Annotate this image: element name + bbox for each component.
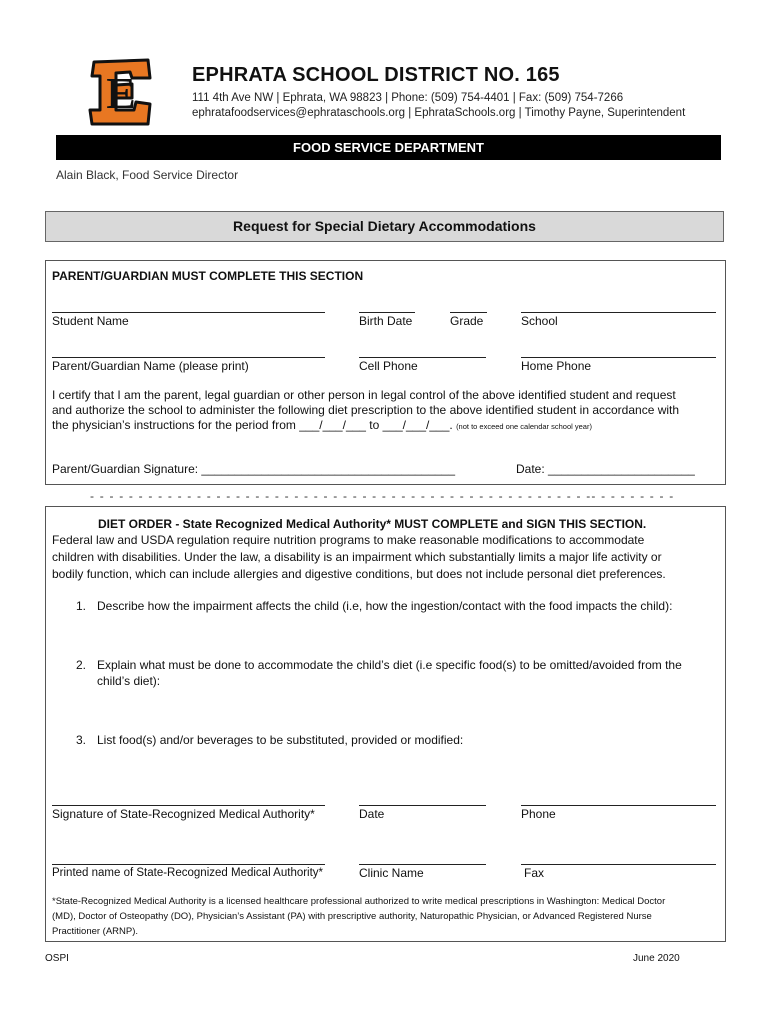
period-note: (not to exceed one calendar school year) bbox=[456, 422, 592, 431]
district-name: EPHRATA SCHOOL DISTRICT NO. 165 bbox=[192, 64, 560, 86]
diet-intro-line-3: bodily function, which can include allergies and digestive conditions, but does not include personal diet preferences. bbox=[52, 567, 666, 581]
item-number: 1. bbox=[76, 599, 87, 613]
birth-date-line[interactable] bbox=[359, 312, 415, 313]
clinic-name-label: Clinic Name bbox=[359, 866, 424, 880]
certify-period: the physician’s instructions for the period from ___/___/___ to ___/___/___. bbox=[52, 418, 453, 432]
footnote-line-3: Practitioner (ARNP). bbox=[52, 926, 139, 937]
item-text: List food(s) and/or beverages to be substituted, provided or modified: bbox=[97, 733, 464, 747]
certify-line-3 bbox=[52, 418, 592, 434]
department-banner: FOOD SERVICE DEPARTMENT bbox=[56, 135, 721, 160]
student-name-line[interactable] bbox=[52, 312, 325, 313]
guardian-name-label: Parent/Guardian Name (please print) bbox=[52, 359, 249, 373]
diet-intro-line-2: children with disabilities. Under the law, a disability is an impairment which substantially limits a major life activity or bbox=[52, 550, 662, 564]
grade-label: Grade bbox=[450, 314, 484, 328]
home-phone-label: Home Phone bbox=[521, 359, 592, 373]
diet-intro-line-1: Federal law and USDA regulation require nutrition programs to make reasonable modifications to accommodate bbox=[52, 533, 645, 547]
section-separator: - - - - - - - - - - - - - - - - - - - - - - - - - - - - - - - - - - - - - - - - - - - - - - - - - - - -- - - - - - - - - bbox=[90, 489, 675, 503]
grade-line[interactable] bbox=[450, 312, 487, 313]
district-logo bbox=[88, 58, 154, 126]
footer-left: OSPI bbox=[45, 953, 69, 964]
birth-date-label: Birth Date bbox=[359, 314, 413, 328]
item-text-continued: child’s diet): bbox=[97, 674, 161, 688]
item-text: Explain what must be done to accommodate the child’s diet (i.e specific food(s) to be omitted/avoided from the bbox=[97, 658, 682, 672]
printed-name-label: Printed name of State-Recognized Medical Authority* bbox=[52, 867, 324, 879]
authority-date-line[interactable] bbox=[359, 805, 486, 806]
certify-line-1: I certify that I am the parent, legal guardian or other person in legal control of the above identified student and request bbox=[52, 388, 676, 402]
cell-phone-label: Cell Phone bbox=[359, 359, 418, 373]
home-phone-line[interactable] bbox=[521, 357, 716, 358]
certify-line-2: and authorize the school to administer the following diet prescription to the above identified student in accordance with bbox=[52, 403, 680, 417]
logo-letter: E bbox=[106, 69, 136, 118]
school-label: School bbox=[521, 314, 558, 328]
authority-phone-line[interactable] bbox=[521, 805, 716, 806]
fax-label: Fax bbox=[524, 866, 545, 880]
guardian-signature-field[interactable]: Parent/Guardian Signature: ______________________________________ bbox=[52, 462, 456, 476]
authority-signature-label: Signature of State-Recognized Medical Authority* bbox=[52, 807, 315, 821]
authority-date-label: Date bbox=[359, 807, 385, 821]
cell-phone-line[interactable] bbox=[359, 357, 486, 358]
diet-section-heading: DIET ORDER - State Recognized Medical Authority* MUST COMPLETE and SIGN THIS SECTION. bbox=[98, 517, 647, 531]
footnote-line-2: (MD), Doctor of Osteopathy (DO), Physician’s Assistant (PA) with prescriptive authority, Naturopathic Physician, or Advanced Registered Nurse bbox=[52, 911, 652, 922]
authority-phone-label: Phone bbox=[521, 807, 556, 821]
director-name: Alain Black, Food Service Director bbox=[56, 168, 239, 182]
parent-section-heading: PARENT/GUARDIAN MUST COMPLETE THIS SECTION bbox=[52, 269, 364, 283]
form-title: Request for Special Dietary Accommodations bbox=[45, 211, 724, 242]
district-address: 111 4th Ave NW | Ephrata, WA 98823 | Phone: (509) 754-4401 | Fax: (509) 754-7266 bbox=[192, 92, 624, 104]
item-text: Describe how the impairment affects the child (i.e, how the ingestion/contact with the food impacts the child): bbox=[97, 599, 673, 613]
school-line[interactable] bbox=[521, 312, 716, 313]
fax-line[interactable] bbox=[521, 864, 716, 865]
guardian-name-line[interactable] bbox=[52, 357, 325, 358]
clinic-name-line[interactable] bbox=[359, 864, 486, 865]
item-number: 3. bbox=[76, 733, 87, 747]
authority-signature-line[interactable] bbox=[52, 805, 325, 806]
printed-name-line[interactable] bbox=[52, 864, 325, 865]
item-number: 2. bbox=[76, 658, 87, 672]
student-name-label: Student Name bbox=[52, 314, 129, 328]
footnote-line-1: *State-Recognized Medical Authority is a licensed healthcare professional authorized to write medical prescriptions in Washington: Medical Doctor bbox=[52, 896, 666, 907]
footer-date: June 2020 bbox=[633, 953, 680, 964]
guardian-date-field[interactable]: Date: ______________________ bbox=[516, 462, 695, 476]
district-contact: ephratafoodservices@ephrataschools.org | EphrataSchools.org | Timothy Payne, Superintendent bbox=[192, 107, 686, 119]
